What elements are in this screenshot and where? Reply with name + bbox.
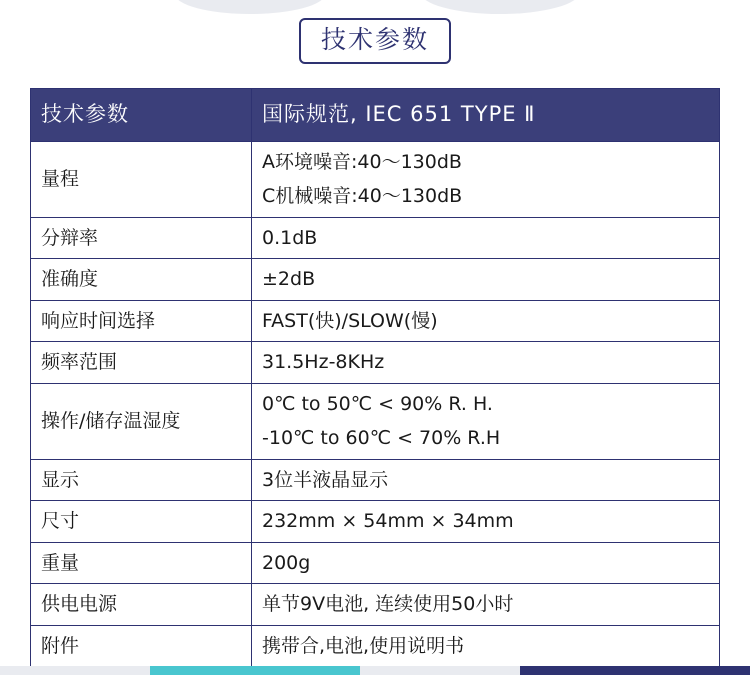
- table-header-row: [31, 89, 720, 142]
- value-lines: [262, 390, 709, 453]
- table-cell-label: 频率范围: [31, 342, 252, 384]
- table-cell-label: 分辩率: [31, 217, 252, 259]
- table-cell-value: [252, 141, 720, 217]
- value-line: ±2dB: [262, 268, 316, 290]
- table-cell-value: [252, 501, 720, 543]
- spec-table-container: [30, 88, 720, 667]
- table-row: [31, 542, 720, 584]
- table-cell-value: [252, 383, 720, 459]
- value-line: 单节9V电池, 连续使用50小时: [262, 593, 514, 615]
- top-decoration: [0, 0, 750, 16]
- table-cell-label: 准确度: [31, 259, 252, 301]
- page-title: 技术参数: [299, 18, 451, 64]
- value-line: 232mm × 54mm × 34mm: [262, 510, 514, 532]
- table-header-label: 技术参数: [31, 89, 252, 142]
- bottom-decoration: [0, 661, 750, 675]
- value-lines: [262, 148, 709, 211]
- table-row: [31, 141, 720, 217]
- table-cell-label: 供电电源: [31, 584, 252, 626]
- table-cell-label: 量程: [31, 141, 252, 217]
- spec-table-body: [31, 89, 720, 667]
- page-title-container: [0, 18, 750, 64]
- table-cell-label: 重量: [31, 542, 252, 584]
- value-lines: [262, 507, 709, 536]
- table-cell-label: 操作/储存温湿度: [31, 383, 252, 459]
- table-row: [31, 383, 720, 459]
- bottom-bar-navy: [520, 666, 750, 675]
- value-lines: [262, 590, 709, 619]
- value-line: 31.5Hz-8KHz: [262, 351, 385, 373]
- value-lines: [262, 466, 709, 495]
- table-cell-value: [252, 542, 720, 584]
- value-lines: [262, 265, 709, 294]
- value-line: FAST(快)/SLOW(慢): [262, 309, 438, 332]
- value-line: 200g: [262, 551, 311, 574]
- table-cell-value: [252, 342, 720, 384]
- table-cell-label: 显示: [31, 459, 252, 501]
- table-cell-label: 响应时间选择: [31, 300, 252, 342]
- value-lines: [262, 224, 709, 253]
- table-cell-value: [252, 217, 720, 259]
- decorative-blob-left: [175, 0, 325, 14]
- value-line: 携带合,电池,使用说明书: [262, 634, 465, 657]
- value-lines: [262, 307, 709, 336]
- table-row: [31, 584, 720, 626]
- table-cell-value: [252, 300, 720, 342]
- value-line: C机械噪音:40～130dB: [262, 185, 463, 207]
- table-header-value: 国际规范, IEC 651 TYPE Ⅱ: [252, 89, 720, 142]
- value-line: 0.1dB: [262, 226, 318, 249]
- table-row: [31, 459, 720, 501]
- table-row: [31, 217, 720, 259]
- value-line: 0℃ to 50℃ < 90% R. H.: [262, 392, 493, 415]
- table-cell-label: 尺寸: [31, 501, 252, 543]
- table-row: [31, 342, 720, 384]
- table-row: [31, 300, 720, 342]
- value-lines: [262, 632, 709, 661]
- value-line: -10℃ to 60℃ < 70% R.H: [262, 427, 501, 449]
- value-line: 3位半液晶显示: [262, 468, 389, 491]
- table-row: [31, 259, 720, 301]
- decorative-blob-right: [420, 0, 580, 14]
- table-cell-value: [252, 584, 720, 626]
- value-lines: [262, 348, 709, 377]
- table-row: [31, 501, 720, 543]
- value-line: A环境噪音:40～130dB: [262, 150, 462, 173]
- table-cell-value: [252, 259, 720, 301]
- table-cell-value: [252, 459, 720, 501]
- spec-table: [30, 88, 720, 667]
- bottom-bar-teal: [150, 666, 360, 675]
- table-cell-label: 附件: [31, 625, 252, 667]
- value-lines: [262, 549, 709, 578]
